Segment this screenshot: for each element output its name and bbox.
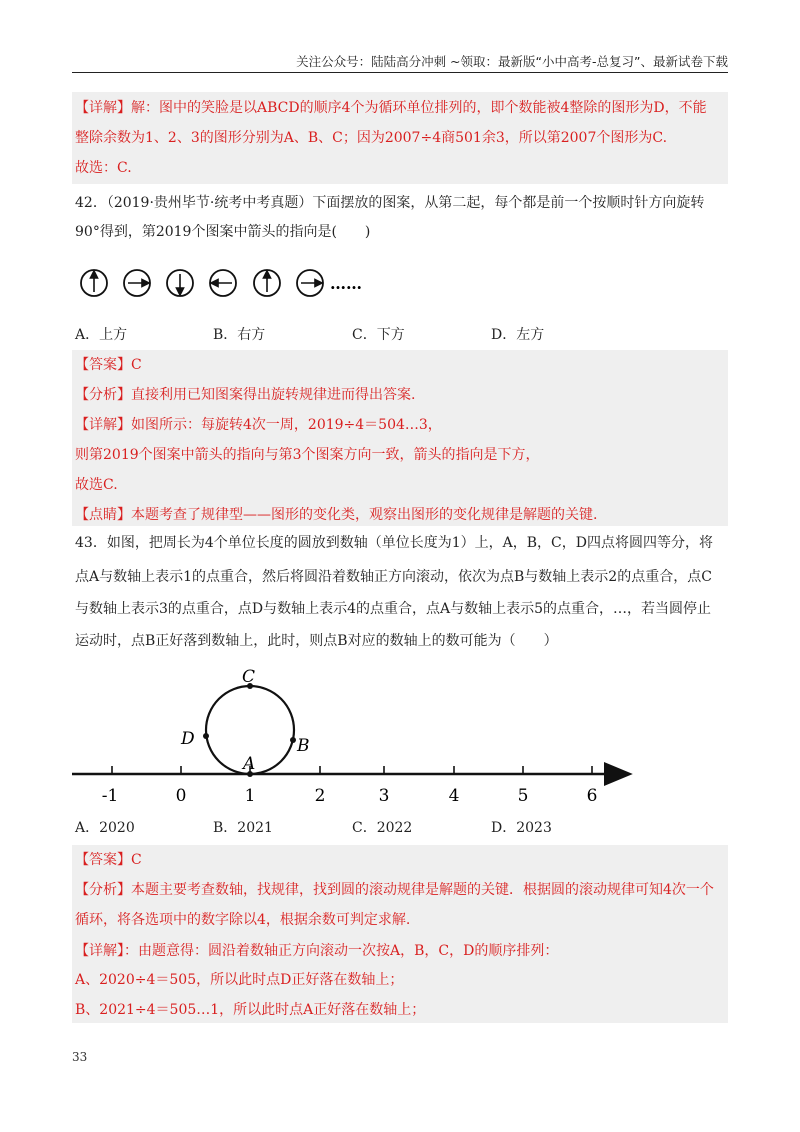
- q43-option-c: C．2022: [352, 820, 413, 836]
- q43-option-b: B．2021: [213, 820, 273, 836]
- axis-ticks: [112, 766, 592, 774]
- q42-detail-line1: 【详解】如图所示：每旋转4次一周，2019÷4＝504…3，: [75, 417, 442, 433]
- point-d-dot: [203, 733, 209, 739]
- arrow-right-icon: [297, 270, 323, 296]
- tick-label: 6: [586, 786, 598, 806]
- arrow-left-icon: [210, 270, 236, 296]
- q42-stem-line1: 42．（2019·贵州毕节·统考中考真题）下面摆放的图案，从第二起，每个都是前一个按顺时针方向旋转: [75, 195, 705, 211]
- q42-detail-line2: 则第2019个图案中箭头的指向与第3个图案方向一致，箭头的指向是下方，: [75, 447, 540, 463]
- q42-option-d: D．左方: [491, 327, 545, 343]
- arrow-up-icon: [254, 270, 280, 296]
- point-d-label: D: [181, 729, 195, 749]
- point-c-label: C: [242, 667, 256, 687]
- q43-answer: 【答案】C: [75, 852, 142, 868]
- figure-ellipsis: ……: [330, 274, 362, 293]
- header-rule: [72, 72, 728, 73]
- page-header: 关注公众号：陆陆高分冲刺 ~领取：最新版“小中高考-总复习”、最新试卷下载: [296, 54, 728, 69]
- q43-stem-line3: 与数轴上表示3的点重合，点D与数轴上表示4的点重合，点A与数轴上表示5的点重合，…，若当圆停止: [75, 601, 712, 617]
- point-b-label: B: [297, 736, 310, 756]
- tick-label: 1: [244, 786, 256, 806]
- point-a-label: A: [243, 754, 256, 774]
- q42-option-c: C．下方: [352, 327, 405, 343]
- q43-detail-line2: A、2020÷4＝505，所以此时点D正好落在数轴上；: [75, 972, 404, 988]
- tick-label: 3: [378, 786, 390, 806]
- tick-label: 5: [517, 786, 529, 806]
- arrow-right-icon: [124, 270, 150, 296]
- q42-answer: 【答案】C: [75, 357, 142, 373]
- q43-analysis-line1: 【分析】本题主要考查数轴，找规律，找到圆的滚动规律是解题的关键．根据圆的滚动规律可知4次一个: [75, 882, 714, 898]
- arrow-up-icon: [81, 270, 107, 296]
- page-number: 33: [72, 1050, 88, 1064]
- q43-analysis-line2: 循环，将各选项中的数字除以4，根据余数可判定求解.: [75, 912, 411, 928]
- q42-detail-line3: 故选C.: [75, 477, 118, 493]
- q43-stem-line4: 运动时，点B正好落到数轴上，此时，则点B对应的数轴上的数可能为（ ）: [75, 633, 558, 649]
- q43-option-d: D．2023: [491, 820, 552, 836]
- q43-stem-line1: 43．如图，把周长为4个单位长度的圆放到数轴（单位长度为1）上，A，B，C，D四点将圆四等分，将: [75, 535, 713, 551]
- q42-option-a: A．上方: [75, 327, 128, 343]
- q42-stem-line2: 90°得到，第2019个图案中箭头的指向是( ): [75, 224, 371, 240]
- q42-analysis: 【分析】直接利用已知图案得出旋转规律进而得出答案.: [75, 387, 416, 403]
- tick-label: 4: [448, 786, 460, 806]
- q43-option-a: A．2020: [75, 820, 135, 836]
- q42-option-b: B．右方: [213, 327, 266, 343]
- q42-solution-block: [72, 350, 728, 526]
- arrow-down-icon: [167, 270, 193, 296]
- tick-label: 2: [314, 786, 326, 806]
- q41-detail-line2: 整除余数为1、2、3的图形分别为A、B、C；因为2007÷4商501余3，所以第2007个图形为C.: [75, 130, 668, 146]
- q43-detail-line3: B、2021÷4＝505…1，所以此时点A正好落在数轴上；: [75, 1002, 426, 1018]
- point-b-dot: [290, 737, 296, 743]
- tick-label: 0: [175, 786, 187, 806]
- q42-comment: 【点睛】本题考查了规律型——图形的变化类，观察出图形的变化规律是解题的关键.: [75, 507, 598, 523]
- q41-detail-line3: 故选：C.: [75, 160, 132, 176]
- tick-label: -1: [101, 786, 119, 806]
- q41-detail-line1: 【详解】解：图中的笑脸是以ABCD的顺序4个为循环单位排列的，即个数能被4整除的图形为D，不能: [75, 100, 707, 116]
- q43-solution-block: [72, 845, 728, 1023]
- q43-stem-line2: 点A与数轴上表示1的点重合，然后将圆沿着数轴正方向滚动，依次为点B与数轴上表示2的点重合，点C: [75, 569, 712, 585]
- q43-number-line-figure: [72, 660, 642, 810]
- q43-detail-line1: 【详解】：由题意得：圆沿着数轴正方向滚动一次按A，B，C，D的顺序排列：: [75, 943, 559, 959]
- q42-arrow-figures: [72, 262, 392, 304]
